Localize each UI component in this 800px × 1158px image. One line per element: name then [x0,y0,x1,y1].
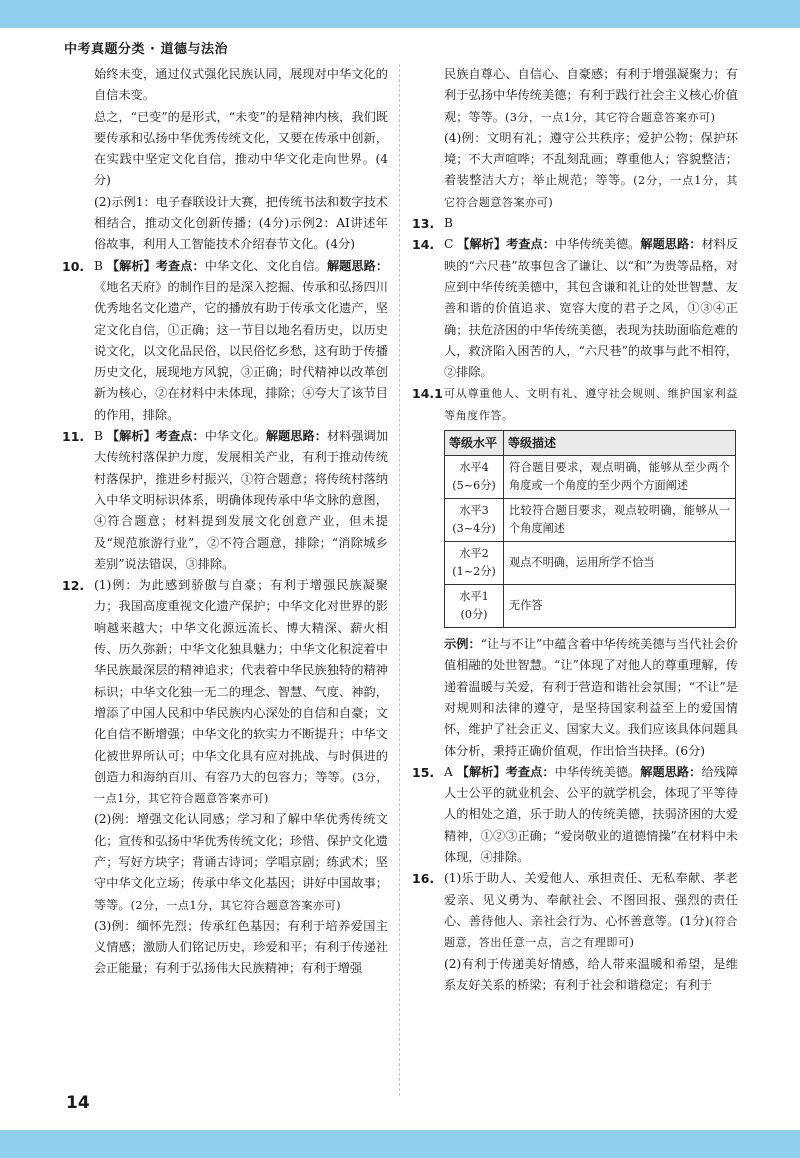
desc-cell: 比较符合题目要求，观点较明确，能够从一个角度阐述 [504,499,736,542]
kaochadian-text: 中华文化。 [204,429,266,444]
answer-letter: B [94,258,103,273]
level-score: (5~6分) [452,479,496,493]
analysis-tag: 【解析】 [456,764,506,779]
kaochadian-text: 中华文化、文化自信。 [204,258,327,273]
level-name: 水平4 [459,461,489,475]
scoring-note: (2分，一点1分，其它符合题意答案亦可) [444,174,738,209]
analysis-body: 材料强调加大传统村落保护力度，发展相关产业，有利于推动传统村落保护，推进乡村振兴，①符合题意；将传统村落纳入中华文明标识体系，明确体现传承中华文脉的意图，④符合题意；材料提到发展文化创意产业，但未提及“规范旅游行业”，②不符合题意，排除；“消除城乡差别”说法错误，③排除。 [94,429,389,571]
answer-letter: B [444,216,453,231]
level-cell [445,542,504,585]
column-divider [399,64,400,1096]
kaochadian-label: 考查点： [155,429,205,444]
q12-continued [412,64,738,128]
kaochadian-label: 考查点： [505,764,555,779]
scoring-note: (符合题意，答出任意一点，言之有理即可) [444,914,739,950]
question-13 [412,213,738,234]
kaochadian-label: 考查点： [155,258,205,273]
question-16 [412,868,738,953]
table-row [445,542,736,585]
example-answer [412,634,738,762]
answer-lead: 可从尊重他人、文明有礼、遵守社会规则、维护国家利益等角度作答。 [444,387,738,422]
jieti-silu-label: 解题思路： [640,764,702,779]
question-14 [412,234,738,383]
answer-part-1: (1)例：为此感到骄傲与自豪；有利于增强民族凝聚力；我国高度重视文化遗产保护；中华文化对世界的影响越来越大；中华文化源远流长、博大精深、薪火相传、历久弥新；中华文化独具魅力；中华文化积淀着中华民族最深层的精神追求；代表着中华民族独特的精神标识；中华文化独一无二的理念、智慧、气度、神韵，增添了中国人民和中华民族内心深处的自信和自豪；文化自信不断增强；中华文化的软实力不断提升；中华文化被世界所认可；中华文化具有应对挑战、与时俱进的创造力和海纳百川、有容乃大的包容力；等等。 [94,578,388,784]
example-label: 示例： [444,637,481,652]
desc-cell: 符合题目要求，观点明确，能够从至少两个角度或一个角度的至少两个方面阐述 [504,456,736,499]
level-name: 水平1 [459,590,489,604]
question-10 [62,256,388,426]
intro-paragraph-2: 总之，“已变”的是形式，“未变”的是精神内核，我们既要传承和弘扬中华优秀传统文化，又要在传承中创新，在实践中坚定文化自信，推动中华文化走向世界。(4分) [94,109,388,188]
analysis-tag: 【解析】 [106,429,156,444]
answer-part-3: (3)例：缅怀先烈；传承红色基因；有利于培养爱国主义情感；激励人们铭记历史，珍爱和平；有利于传递社会正能量；有利于弘扬伟大民族精神；有利于增强 [94,918,388,976]
question-11 [62,426,388,575]
scoring-note: (3分，一点1分，其它符合题意答案亦可) [94,770,388,806]
question-number: 14.1 [412,386,443,402]
left-column [62,64,388,980]
question-14-1 [412,383,738,426]
analysis-tag: 【解析】 [457,237,507,252]
level-name: 水平2 [459,547,489,561]
answer-letter: B [94,429,103,444]
answer-part-2 [62,809,388,915]
page-header: 中考真题分类 · 道德与法治 [64,42,228,57]
analysis-tag: 【解析】 [106,258,156,273]
table-row [445,499,736,542]
level-name: 水平3 [459,504,489,518]
analysis-body: 材料反映的“六尺巷”故事包含了谦让、以“和”为贵等品格，对应到中华传统美德中，其包含谦和礼让的处世智慧、友善和谐的价值追求、宽容大度的君子之风，①③④正确；扶危济困的中华传统美德，表现为扶助面临危难的人，救济陷入困苦的人，“六尺巷”的故事与此不相符，②排除。 [444,237,739,380]
desc-cell: 无作答 [504,585,736,628]
jieti-silu-label: 解题思路： [640,237,702,252]
scoring-note: (3分，一点1分，其它符合题意答案亦可) [504,110,716,124]
level-score: (1~2分) [452,565,496,579]
table-header-desc: 等级描述 [504,431,736,456]
level-score: (3~4分) [452,522,496,536]
level-cell [445,499,504,542]
level-cell [445,585,504,628]
intro-paragraph-1: 始终未变，通过仪式强化民族认同，展现对中华文化的自信未变。 [94,67,388,103]
question-number: 15. [412,764,435,780]
question-number: 13. [412,216,435,232]
kaochadian-text: 中华传统美德。 [554,764,641,779]
jieti-silu-label: 解题思路： [326,258,389,273]
question-12 [62,575,388,809]
question-number: 12. [62,578,85,594]
level-score: (0分) [460,608,488,622]
analysis-body: 给残障人士公平的就业机会、公平的就学机会，体现了平等待人的相处之道，乐于助人的传统美德，扶弱济困的大爱精神，①②③正确；“爱岗敬业的道德情操”在材料中未体现，④排除。 [444,764,739,865]
right-column [412,64,738,996]
intro-paragraph-3: (2)示例1：电子春联设计大赛，把传统书法和数字技术相结合，推动文化创新传播；(4分)示例2：AI讲述年俗故事，利用人工智能技术介绍春节文化。(4分) [94,194,388,252]
question-15 [412,762,738,868]
question-number: 10. [62,258,85,274]
example-text: “让与不让”中蕴含着中华传统美德与当代社会价值相融的处世智慧。“让”体现了对他人的尊重理解，传递着温暖与关爱，有利于营造和谐社会氛围；“不让”是对规则和法律的遵守，是坚持国家利益至上的爱国情怀，维护了社会正义、国家大义。我们应该具体问题具体分析，秉持正确价值观，作出恰当抉择。(6分) [444,637,738,758]
scoring-note: (2分，一点1分，其它符合题意答案亦可) [130,898,342,912]
q12-part-4-text: (4)例：文明有礼；遵守公共秩序；爱护公物；保护环境；不大声喧哗；不乱刻乱画；尊重他人；容貌整洁；着装整洁大方；举止规范；等等。 [444,130,738,188]
answer-letter: A [444,764,453,779]
question-number: 11. [62,429,85,445]
table-row [445,456,736,499]
page-number: 14 [66,1093,90,1113]
table-header-row [445,431,736,456]
q12-part-4 [412,128,738,213]
answer-part-2: (2)有利于传递美好情感，给人带来温暖和希望，是维系友好关系的桥梁；有利于社会和谐稳定；有利于 [444,956,738,992]
desc-cell: 观点不明确，运用所学不恰当 [504,542,736,585]
level-cell [445,456,504,499]
grading-table [444,430,736,628]
kaochadian-label: 考查点： [506,237,555,252]
table-row [445,585,736,628]
answer-letter: C [444,237,454,252]
question-number: 14. [412,237,435,253]
answer-part-1: (1)乐于助人、关爱他人、承担责任、无私奉献、孝老爱亲、见义勇为、奉献社会、不图回报、强烈的责任心、善待他人、亲社会行为、心怀善意等。(1分) [444,871,738,928]
table-header-level: 等级水平 [445,431,504,456]
kaochadian-text: 中华传统美德。 [554,237,641,252]
q12-continued-text: 民族自尊心、自信心、自豪感；有利于增强凝聚力；有利于弘扬中华传统美德；有利于践行社会主义核心价值观；等等。 [444,67,738,124]
answer-part-2-text: (2)例：增强文化认同感；学习和了解中华优秀传统文化；宣传和弘扬中华优秀传统文化；珍惜、保护文化遗产；写好方块字；背诵古诗词；学唱京剧；练武术；坚守中华文化立场；传承中华文化基因；讲好中国故事；等等。 [94,812,388,912]
analysis-body: 《地名天府》的制作目的是深入挖掘、传承和弘扬四川优秀地名文化遗产，它的播放有助于传承文化遗产，坚定文化自信，①正确；这一节目以地名看历史，以历史说文化，以文化品民俗，以民俗忆乡愁，这有助于传播历史文化，展现地方风貌，③正确；时代精神以改革创新为核心，②在材料中未体现，排除；④夸大了该节目的作用，排除。 [94,279,388,422]
jieti-silu-label: 解题思路： [265,429,327,444]
question-number: 16. [412,871,435,887]
